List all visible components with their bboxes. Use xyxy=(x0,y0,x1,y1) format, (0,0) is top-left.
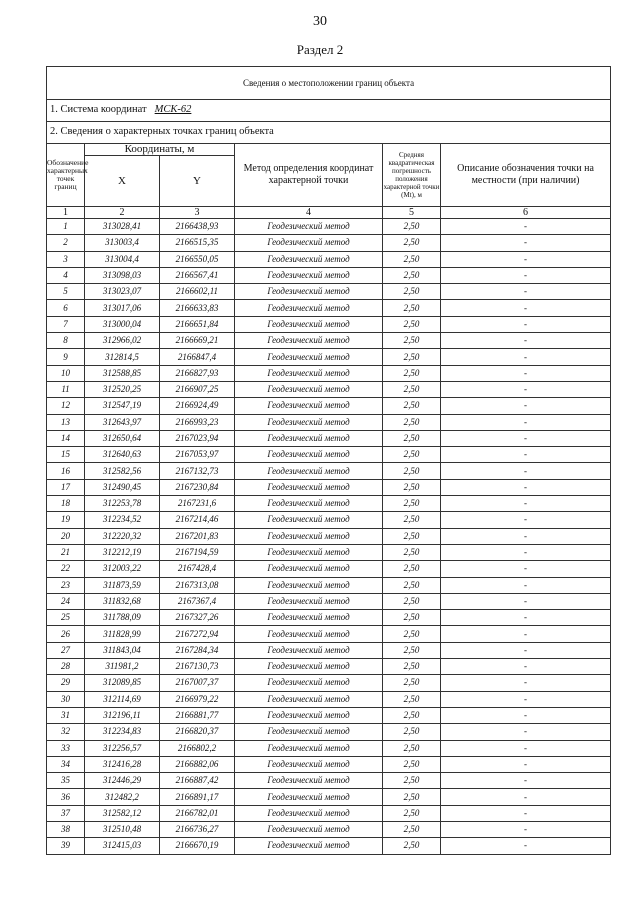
coord-y: 2166782,01 xyxy=(160,805,235,821)
points-section-title: 2. Сведения о характерных точках границ объекта xyxy=(47,122,611,144)
rms-error: 2,50 xyxy=(383,300,441,316)
point-number: 15 xyxy=(47,447,85,463)
header-method: Метод определения координат характерной точки xyxy=(235,144,383,207)
page-number: 30 xyxy=(313,14,327,29)
table-row xyxy=(47,724,611,740)
table-row xyxy=(47,740,611,756)
coord-x: 312253,78 xyxy=(85,496,160,512)
table-row xyxy=(47,642,611,658)
method: Геодезический метод xyxy=(235,642,383,658)
rms-error: 2,50 xyxy=(383,447,441,463)
point-number: 7 xyxy=(47,316,85,332)
description: - xyxy=(441,707,611,723)
rms-error: 2,50 xyxy=(383,675,441,691)
point-number: 16 xyxy=(47,463,85,479)
method: Геодезический метод xyxy=(235,773,383,789)
method: Геодезический метод xyxy=(235,789,383,805)
method: Геодезический метод xyxy=(235,365,383,381)
table-row xyxy=(47,691,611,707)
rms-error: 2,50 xyxy=(383,838,441,854)
description: - xyxy=(441,789,611,805)
coord-y: 2167201,83 xyxy=(160,528,235,544)
rms-error: 2,50 xyxy=(383,659,441,675)
description: - xyxy=(441,496,611,512)
table-row xyxy=(47,805,611,821)
coord-y: 2167053,97 xyxy=(160,447,235,463)
coord-x: 312446,29 xyxy=(85,773,160,789)
point-number: 22 xyxy=(47,561,85,577)
coord-y: 2167230,84 xyxy=(160,479,235,495)
coord-x: 313004,4 xyxy=(85,251,160,267)
description: - xyxy=(441,724,611,740)
coord-x: 311873,59 xyxy=(85,577,160,593)
column-number: 1 xyxy=(47,207,85,219)
table-row xyxy=(47,707,611,723)
coord-x: 313000,04 xyxy=(85,316,160,332)
coord-x: 312234,83 xyxy=(85,724,160,740)
column-number: 5 xyxy=(383,207,441,219)
method: Геодезический метод xyxy=(235,544,383,560)
coord-x: 313017,06 xyxy=(85,300,160,316)
coord-y: 2167272,94 xyxy=(160,626,235,642)
point-number: 39 xyxy=(47,838,85,854)
table-row xyxy=(47,333,611,349)
method: Геодезический метод xyxy=(235,333,383,349)
coord-x: 312234,52 xyxy=(85,512,160,528)
section-title: Раздел 2 xyxy=(296,42,344,57)
rms-error: 2,50 xyxy=(383,593,441,609)
header-point-designation: Обозначение характерных точек границ xyxy=(47,144,85,207)
rms-error: 2,50 xyxy=(383,821,441,837)
point-number: 12 xyxy=(47,398,85,414)
header-coordinates: Координаты, м xyxy=(85,144,235,156)
coord-x: 313028,41 xyxy=(85,219,160,235)
description: - xyxy=(441,821,611,837)
table-row xyxy=(47,430,611,446)
coord-x: 312490,45 xyxy=(85,479,160,495)
coord-x: 312089,85 xyxy=(85,675,160,691)
point-number: 28 xyxy=(47,659,85,675)
method: Геодезический метод xyxy=(235,267,383,283)
rms-error: 2,50 xyxy=(383,349,441,365)
point-number: 36 xyxy=(47,789,85,805)
description: - xyxy=(441,740,611,756)
coord-y: 2167367,4 xyxy=(160,593,235,609)
coord-x: 311981,2 xyxy=(85,659,160,675)
point-number: 14 xyxy=(47,430,85,446)
coord-x: 312196,11 xyxy=(85,707,160,723)
rms-error: 2,50 xyxy=(383,398,441,414)
coord-y: 2167327,26 xyxy=(160,610,235,626)
description: - xyxy=(441,528,611,544)
rms-error: 2,50 xyxy=(383,251,441,267)
table-row xyxy=(47,528,611,544)
method: Геодезический метод xyxy=(235,349,383,365)
coord-y: 2166602,11 xyxy=(160,284,235,300)
method: Геодезический метод xyxy=(235,251,383,267)
description: - xyxy=(441,219,611,235)
coord-x: 312510,48 xyxy=(85,821,160,837)
table-row xyxy=(47,267,611,283)
rms-error: 2,50 xyxy=(383,707,441,723)
description: - xyxy=(441,577,611,593)
method: Геодезический метод xyxy=(235,756,383,772)
coord-x: 311828,99 xyxy=(85,626,160,642)
coord-x: 312256,57 xyxy=(85,740,160,756)
table-row xyxy=(47,479,611,495)
description: - xyxy=(441,284,611,300)
coord-x: 312415,03 xyxy=(85,838,160,854)
point-number: 21 xyxy=(47,544,85,560)
point-number: 26 xyxy=(47,626,85,642)
point-number: 6 xyxy=(47,300,85,316)
point-number: 18 xyxy=(47,496,85,512)
description: - xyxy=(441,675,611,691)
description: - xyxy=(441,610,611,626)
description: - xyxy=(441,691,611,707)
point-number: 37 xyxy=(47,805,85,821)
method: Геодезический метод xyxy=(235,414,383,430)
coord-x: 311832,68 xyxy=(85,593,160,609)
method: Геодезический метод xyxy=(235,496,383,512)
coord-x: 312547,19 xyxy=(85,398,160,414)
method: Геодезический метод xyxy=(235,447,383,463)
header-x: X xyxy=(85,156,160,207)
method: Геодезический метод xyxy=(235,381,383,397)
table-row xyxy=(47,316,611,332)
table-row xyxy=(47,219,611,235)
point-number: 34 xyxy=(47,756,85,772)
rms-error: 2,50 xyxy=(383,626,441,642)
rms-error: 2,50 xyxy=(383,463,441,479)
description: - xyxy=(441,333,611,349)
coord-x: 313003,4 xyxy=(85,235,160,251)
table-row xyxy=(47,756,611,772)
method: Геодезический метод xyxy=(235,479,383,495)
point-number: 3 xyxy=(47,251,85,267)
coord-y: 2166847,4 xyxy=(160,349,235,365)
table-row xyxy=(47,626,611,642)
coord-y: 2166993,23 xyxy=(160,414,235,430)
point-number: 20 xyxy=(47,528,85,544)
table-row xyxy=(47,447,611,463)
boundary-table xyxy=(46,66,611,855)
coord-x: 312643,97 xyxy=(85,414,160,430)
coord-x: 312520,25 xyxy=(85,381,160,397)
method: Геодезический метод xyxy=(235,659,383,675)
method: Геодезический метод xyxy=(235,430,383,446)
table-row xyxy=(47,414,611,430)
coord-x: 312650,64 xyxy=(85,430,160,446)
method: Геодезический метод xyxy=(235,805,383,821)
description: - xyxy=(441,447,611,463)
coord-y: 2167007,37 xyxy=(160,675,235,691)
coord-y: 2167284,34 xyxy=(160,642,235,658)
coord-x: 312114,69 xyxy=(85,691,160,707)
coord-x: 312212,19 xyxy=(85,544,160,560)
coord-y: 2166887,42 xyxy=(160,773,235,789)
description: - xyxy=(441,430,611,446)
method: Геодезический метод xyxy=(235,610,383,626)
table-row xyxy=(47,512,611,528)
description: - xyxy=(441,512,611,528)
method: Геодезический метод xyxy=(235,463,383,479)
table-row xyxy=(47,610,611,626)
description: - xyxy=(441,479,611,495)
method: Геодезический метод xyxy=(235,593,383,609)
description: - xyxy=(441,463,611,479)
coord-x: 312416,28 xyxy=(85,756,160,772)
method: Геодезический метод xyxy=(235,316,383,332)
point-number: 9 xyxy=(47,349,85,365)
column-number: 3 xyxy=(160,207,235,219)
rms-error: 2,50 xyxy=(383,756,441,772)
table-row xyxy=(47,284,611,300)
method: Геодезический метод xyxy=(235,838,383,854)
method: Геодезический метод xyxy=(235,626,383,642)
coord-y: 2166633,83 xyxy=(160,300,235,316)
method: Геодезический метод xyxy=(235,821,383,837)
coord-y: 2167132,73 xyxy=(160,463,235,479)
point-number: 35 xyxy=(47,773,85,789)
table-row xyxy=(47,398,611,414)
description: - xyxy=(441,365,611,381)
coord-x: 312582,12 xyxy=(85,805,160,821)
coord-y: 2167023,94 xyxy=(160,430,235,446)
rms-error: 2,50 xyxy=(383,512,441,528)
point-number: 5 xyxy=(47,284,85,300)
point-number: 38 xyxy=(47,821,85,837)
coord-x: 312582,56 xyxy=(85,463,160,479)
table-row xyxy=(47,838,611,854)
table-row xyxy=(47,251,611,267)
coord-y: 2166924,49 xyxy=(160,398,235,414)
point-number: 4 xyxy=(47,267,85,283)
method: Геодезический метод xyxy=(235,724,383,740)
rms-error: 2,50 xyxy=(383,414,441,430)
table-row xyxy=(47,593,611,609)
coord-y: 2166891,17 xyxy=(160,789,235,805)
coord-y: 2166567,41 xyxy=(160,267,235,283)
point-number: 25 xyxy=(47,610,85,626)
table-row xyxy=(47,235,611,251)
coord-y: 2166550,05 xyxy=(160,251,235,267)
coord-y: 2167194,59 xyxy=(160,544,235,560)
point-number: 33 xyxy=(47,740,85,756)
method: Геодезический метод xyxy=(235,235,383,251)
rms-error: 2,50 xyxy=(383,284,441,300)
point-number: 17 xyxy=(47,479,85,495)
coord-x: 311788,09 xyxy=(85,610,160,626)
description: - xyxy=(441,544,611,560)
coord-y: 2166907,25 xyxy=(160,381,235,397)
rms-error: 2,50 xyxy=(383,642,441,658)
description: - xyxy=(441,593,611,609)
coord-y: 2166882,06 xyxy=(160,756,235,772)
coordinate-system-row xyxy=(47,100,611,122)
point-number: 13 xyxy=(47,414,85,430)
point-number: 10 xyxy=(47,365,85,381)
point-number: 8 xyxy=(47,333,85,349)
rms-error: 2,50 xyxy=(383,544,441,560)
rms-error: 2,50 xyxy=(383,496,441,512)
point-number: 2 xyxy=(47,235,85,251)
method: Геодезический метод xyxy=(235,219,383,235)
header-description: Описание обозначения точки на местности (при наличии) xyxy=(441,144,611,207)
column-number: 6 xyxy=(441,207,611,219)
coord-x: 312003,22 xyxy=(85,561,160,577)
method: Геодезический метод xyxy=(235,707,383,723)
coord-y: 2167214,46 xyxy=(160,512,235,528)
coord-y: 2167313,08 xyxy=(160,577,235,593)
point-number: 30 xyxy=(47,691,85,707)
description: - xyxy=(441,381,611,397)
header-y: Y xyxy=(160,156,235,207)
table-row xyxy=(47,659,611,675)
table-title: Сведения о местоположении границ объекта xyxy=(47,67,611,100)
column-number: 4 xyxy=(235,207,383,219)
coord-x: 312814,5 xyxy=(85,349,160,365)
coord-x: 313023,07 xyxy=(85,284,160,300)
rms-error: 2,50 xyxy=(383,430,441,446)
rms-error: 2,50 xyxy=(383,479,441,495)
description: - xyxy=(441,659,611,675)
coord-y: 2166438,93 xyxy=(160,219,235,235)
coordinate-system-label: 1. Система координат xyxy=(50,104,147,116)
coord-y: 2166651,84 xyxy=(160,316,235,332)
point-number: 23 xyxy=(47,577,85,593)
table-row xyxy=(47,577,611,593)
coord-y: 2166515,35 xyxy=(160,235,235,251)
rms-error: 2,50 xyxy=(383,610,441,626)
description: - xyxy=(441,756,611,772)
method: Геодезический метод xyxy=(235,740,383,756)
point-number: 11 xyxy=(47,381,85,397)
rms-error: 2,50 xyxy=(383,333,441,349)
rms-error: 2,50 xyxy=(383,577,441,593)
coord-y: 2166669,21 xyxy=(160,333,235,349)
rms-error: 2,50 xyxy=(383,724,441,740)
coord-y: 2166979,22 xyxy=(160,691,235,707)
method: Геодезический метод xyxy=(235,675,383,691)
method: Геодезический метод xyxy=(235,561,383,577)
description: - xyxy=(441,398,611,414)
method: Геодезический метод xyxy=(235,284,383,300)
coord-y: 2166820,37 xyxy=(160,724,235,740)
description: - xyxy=(441,626,611,642)
table-row xyxy=(47,300,611,316)
coord-x: 312966,02 xyxy=(85,333,160,349)
rms-error: 2,50 xyxy=(383,561,441,577)
table-row xyxy=(47,773,611,789)
coord-x: 311843,04 xyxy=(85,642,160,658)
description: - xyxy=(441,251,611,267)
method: Геодезический метод xyxy=(235,300,383,316)
point-number: 1 xyxy=(47,219,85,235)
description: - xyxy=(441,561,611,577)
rms-error: 2,50 xyxy=(383,381,441,397)
description: - xyxy=(441,838,611,854)
coordinate-system-value: МСК-62 xyxy=(154,104,192,116)
rms-error: 2,50 xyxy=(383,789,441,805)
coord-y: 2166827,93 xyxy=(160,365,235,381)
coord-x: 313098,03 xyxy=(85,267,160,283)
rms-error: 2,50 xyxy=(383,805,441,821)
rms-error: 2,50 xyxy=(383,740,441,756)
table-row xyxy=(47,463,611,479)
coord-y: 2166881,77 xyxy=(160,707,235,723)
column-number: 2 xyxy=(85,207,160,219)
description: - xyxy=(441,316,611,332)
coord-x: 312640,63 xyxy=(85,447,160,463)
point-number: 31 xyxy=(47,707,85,723)
table-row xyxy=(47,821,611,837)
coord-y: 2166670,19 xyxy=(160,838,235,854)
rms-error: 2,50 xyxy=(383,528,441,544)
coord-x: 312588,85 xyxy=(85,365,160,381)
description: - xyxy=(441,642,611,658)
method: Геодезический метод xyxy=(235,528,383,544)
description: - xyxy=(441,805,611,821)
table-row xyxy=(47,365,611,381)
description: - xyxy=(441,414,611,430)
description: - xyxy=(441,773,611,789)
rms-error: 2,50 xyxy=(383,691,441,707)
rms-error: 2,50 xyxy=(383,365,441,381)
coord-y: 2166802,2 xyxy=(160,740,235,756)
table-row xyxy=(47,544,611,560)
point-number: 24 xyxy=(47,593,85,609)
method: Геодезический метод xyxy=(235,691,383,707)
header-rms-error: Средняя квадратическая погрешность положения характерной точки (Mt), м xyxy=(383,144,441,207)
coord-y: 2167428,4 xyxy=(160,561,235,577)
method: Геодезический метод xyxy=(235,577,383,593)
rms-error: 2,50 xyxy=(383,267,441,283)
coord-y: 2167231,6 xyxy=(160,496,235,512)
point-number: 19 xyxy=(47,512,85,528)
column-number-row xyxy=(47,207,611,219)
table-row xyxy=(47,675,611,691)
table-row xyxy=(47,349,611,365)
rms-error: 2,50 xyxy=(383,219,441,235)
point-number: 32 xyxy=(47,724,85,740)
table-row xyxy=(47,381,611,397)
method: Геодезический метод xyxy=(235,398,383,414)
coord-x: 312220,32 xyxy=(85,528,160,544)
description: - xyxy=(441,267,611,283)
coord-x: 312482,2 xyxy=(85,789,160,805)
table-row xyxy=(47,789,611,805)
point-number: 29 xyxy=(47,675,85,691)
method: Геодезический метод xyxy=(235,512,383,528)
rms-error: 2,50 xyxy=(383,316,441,332)
rms-error: 2,50 xyxy=(383,235,441,251)
description: - xyxy=(441,349,611,365)
table-row xyxy=(47,561,611,577)
coord-y: 2166736,27 xyxy=(160,821,235,837)
coord-y: 2167130,73 xyxy=(160,659,235,675)
point-number: 27 xyxy=(47,642,85,658)
rms-error: 2,50 xyxy=(383,773,441,789)
description: - xyxy=(441,235,611,251)
description: - xyxy=(441,300,611,316)
table-row xyxy=(47,496,611,512)
